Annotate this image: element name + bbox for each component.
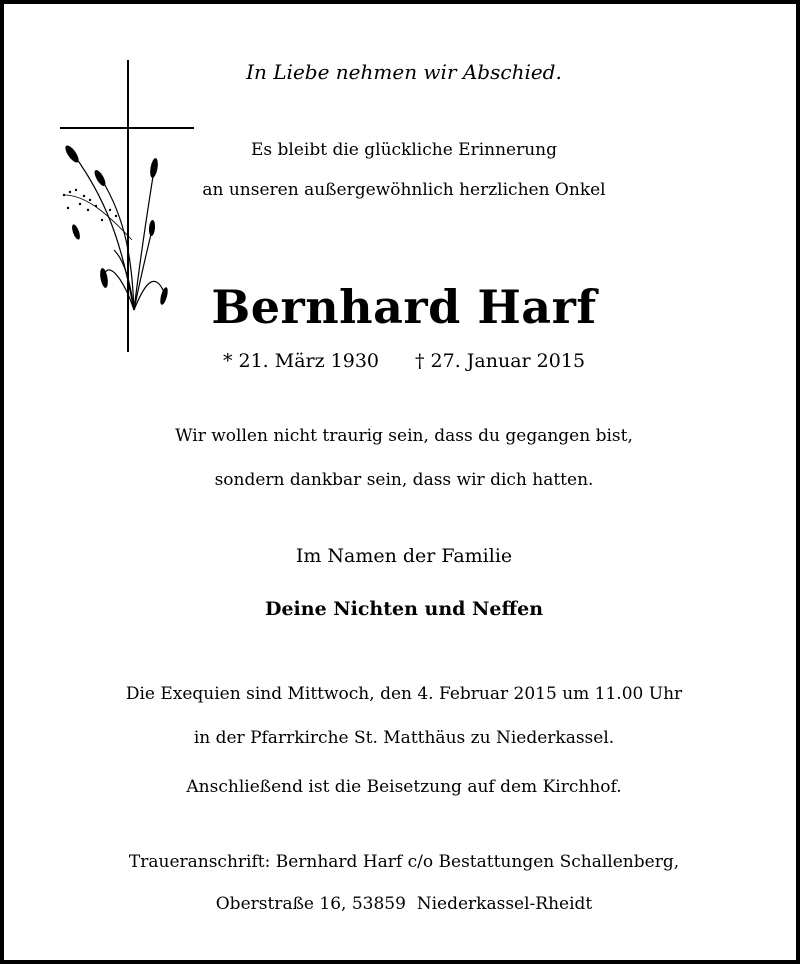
signers: Deine Nichten und Neffen	[264, 598, 544, 620]
quote-line-2: sondern dankbar sein, dass wir dich hatten.	[214, 470, 594, 490]
quote-line-1: Wir wollen nicht traurig sein, dass du gegangen bist,	[175, 426, 633, 446]
deceased-name: Bernhard Harf	[211, 280, 597, 334]
life-dates	[4, 350, 800, 372]
intro-line-2: an unseren außergewöhnlich herzlichen Onkel	[202, 180, 606, 200]
address-line-1: Traueranschrift: Bernhard Harf c/o Bestattungen Schallenberg,	[128, 852, 680, 872]
death-date: † 27. Januar 2015	[415, 350, 586, 372]
service-line-3: Anschließend ist die Beisetzung auf dem Kirchhof.	[186, 777, 622, 797]
family-line: Im Namen der Familie	[295, 545, 513, 567]
intro-line-1: Es bleibt die glückliche Erinnerung	[251, 140, 557, 160]
service-line-2: in der Pfarrkirche St. Matthäus zu Niederkassel.	[193, 728, 615, 748]
birth-date: * 21. März 1930	[222, 350, 380, 372]
motto: In Liebe nehmen wir Abschied.	[246, 60, 562, 84]
address-line-2: Oberstraße 16, 53859 Niederkassel-Rheidt	[215, 894, 593, 914]
service-line-1: Die Exequien sind Mittwoch, den 4. Februar 2015 um 11.00 Uhr	[125, 684, 683, 704]
